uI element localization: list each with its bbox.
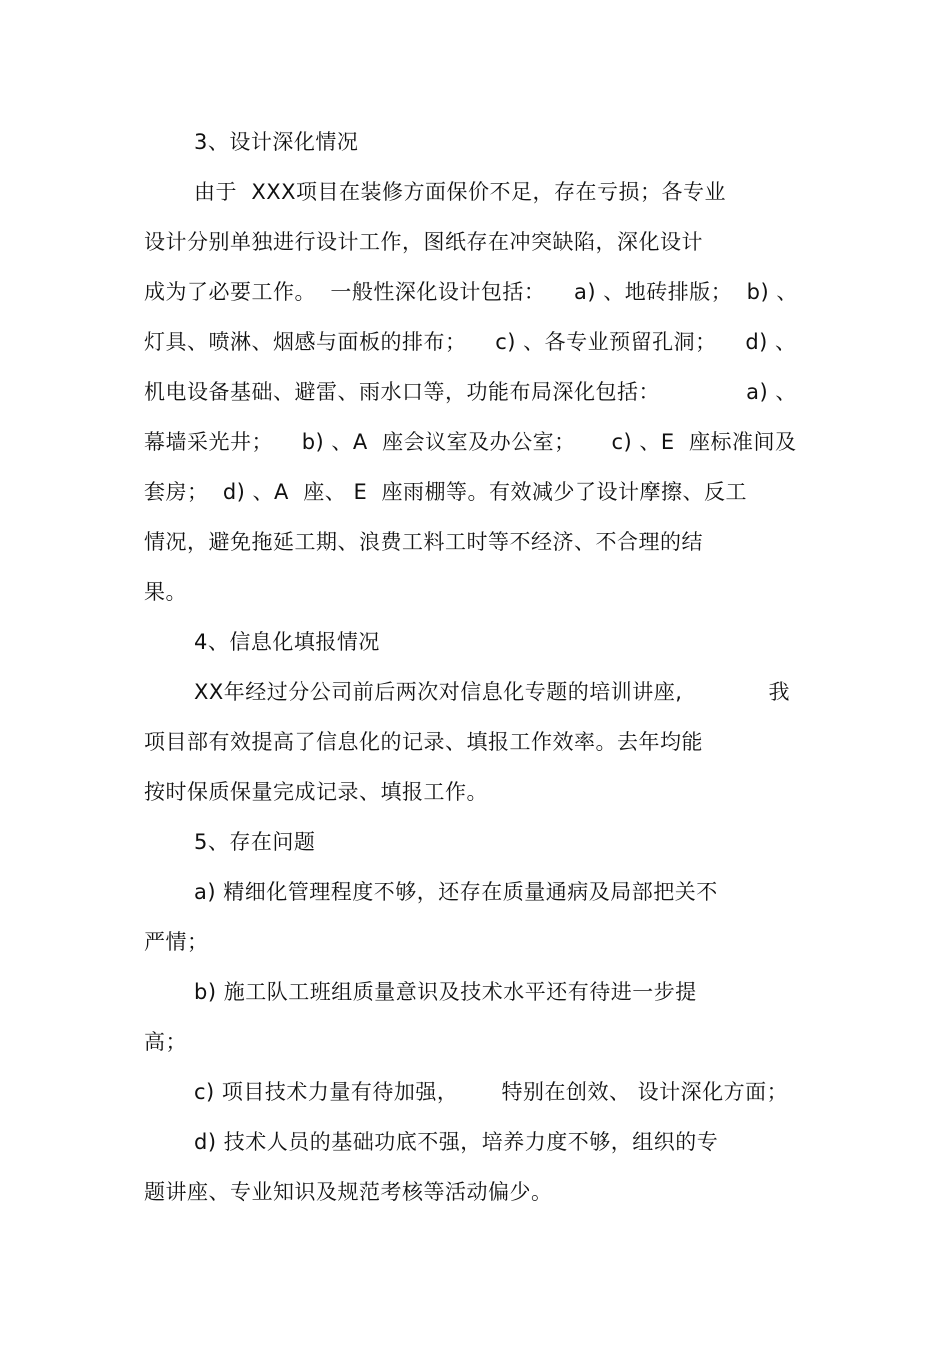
- heading-existing-problems: 5、存在问题: [194, 830, 316, 854]
- paragraph-line: 机电设备基础、避雷、雨水口等，功能布局深化包括： a) 、: [144, 380, 797, 404]
- list-item-c: c) 项目技术力量有待加强， 特别在创效、 设计深化方面；: [194, 1080, 789, 1104]
- list-item-b: b) 施工队工班组质量意识及技术水平还有待进一步提: [194, 980, 697, 1004]
- paragraph-line: 灯具、喷淋、烟感与面板的排布； c) 、各专业预留孔洞； d) 、: [144, 330, 797, 354]
- paragraph-line: 成为了必要工作。 一般性深化设计包括： a) 、地砖排版； b) 、: [144, 280, 798, 304]
- paragraph-line: 情况，避免拖延工期、浪费工料工时等不经济、不合理的结: [144, 530, 703, 554]
- list-item-b-continuation: 高；: [144, 1030, 187, 1054]
- paragraph-line: 由于 XXX项目在装修方面保价不足，存在亏损；各专业: [194, 180, 727, 204]
- heading-information-reporting: 4、信息化填报情况: [194, 630, 380, 654]
- paragraph-line: 按时保质保量完成记录、填报工作。: [144, 780, 488, 804]
- heading-design-deepening: 3、设计深化情况: [194, 130, 359, 154]
- paragraph-line: 设计分别单独进行设计工作，图纸存在冲突缺陷，深化设计: [144, 230, 703, 254]
- list-item-d-continuation: 题讲座、专业知识及规范考核等活动偏少。: [144, 1180, 553, 1204]
- list-item-d: d) 技术人员的基础功底不强，培养力度不够，组织的专: [194, 1130, 719, 1154]
- paragraph-line: 套房； d) 、A 座、 E 座雨棚等。有效减少了设计摩擦、反工: [144, 480, 748, 504]
- paragraph-line: 果。: [144, 580, 187, 604]
- paragraph-line: 幕墙采光井； b) 、A 座会议室及办公室； c) 、E 座标准间及: [144, 430, 797, 454]
- paragraph-line: XX年经过分公司前后两次对信息化专题的培训讲座, 我: [194, 680, 791, 704]
- list-item-a-continuation: 严情；: [144, 930, 209, 954]
- list-item-a: a) 精细化管理程度不够，还存在质量通病及局部把关不: [194, 880, 718, 904]
- paragraph-line: 项目部有效提高了信息化的记录、填报工作效率。去年均能: [144, 730, 703, 754]
